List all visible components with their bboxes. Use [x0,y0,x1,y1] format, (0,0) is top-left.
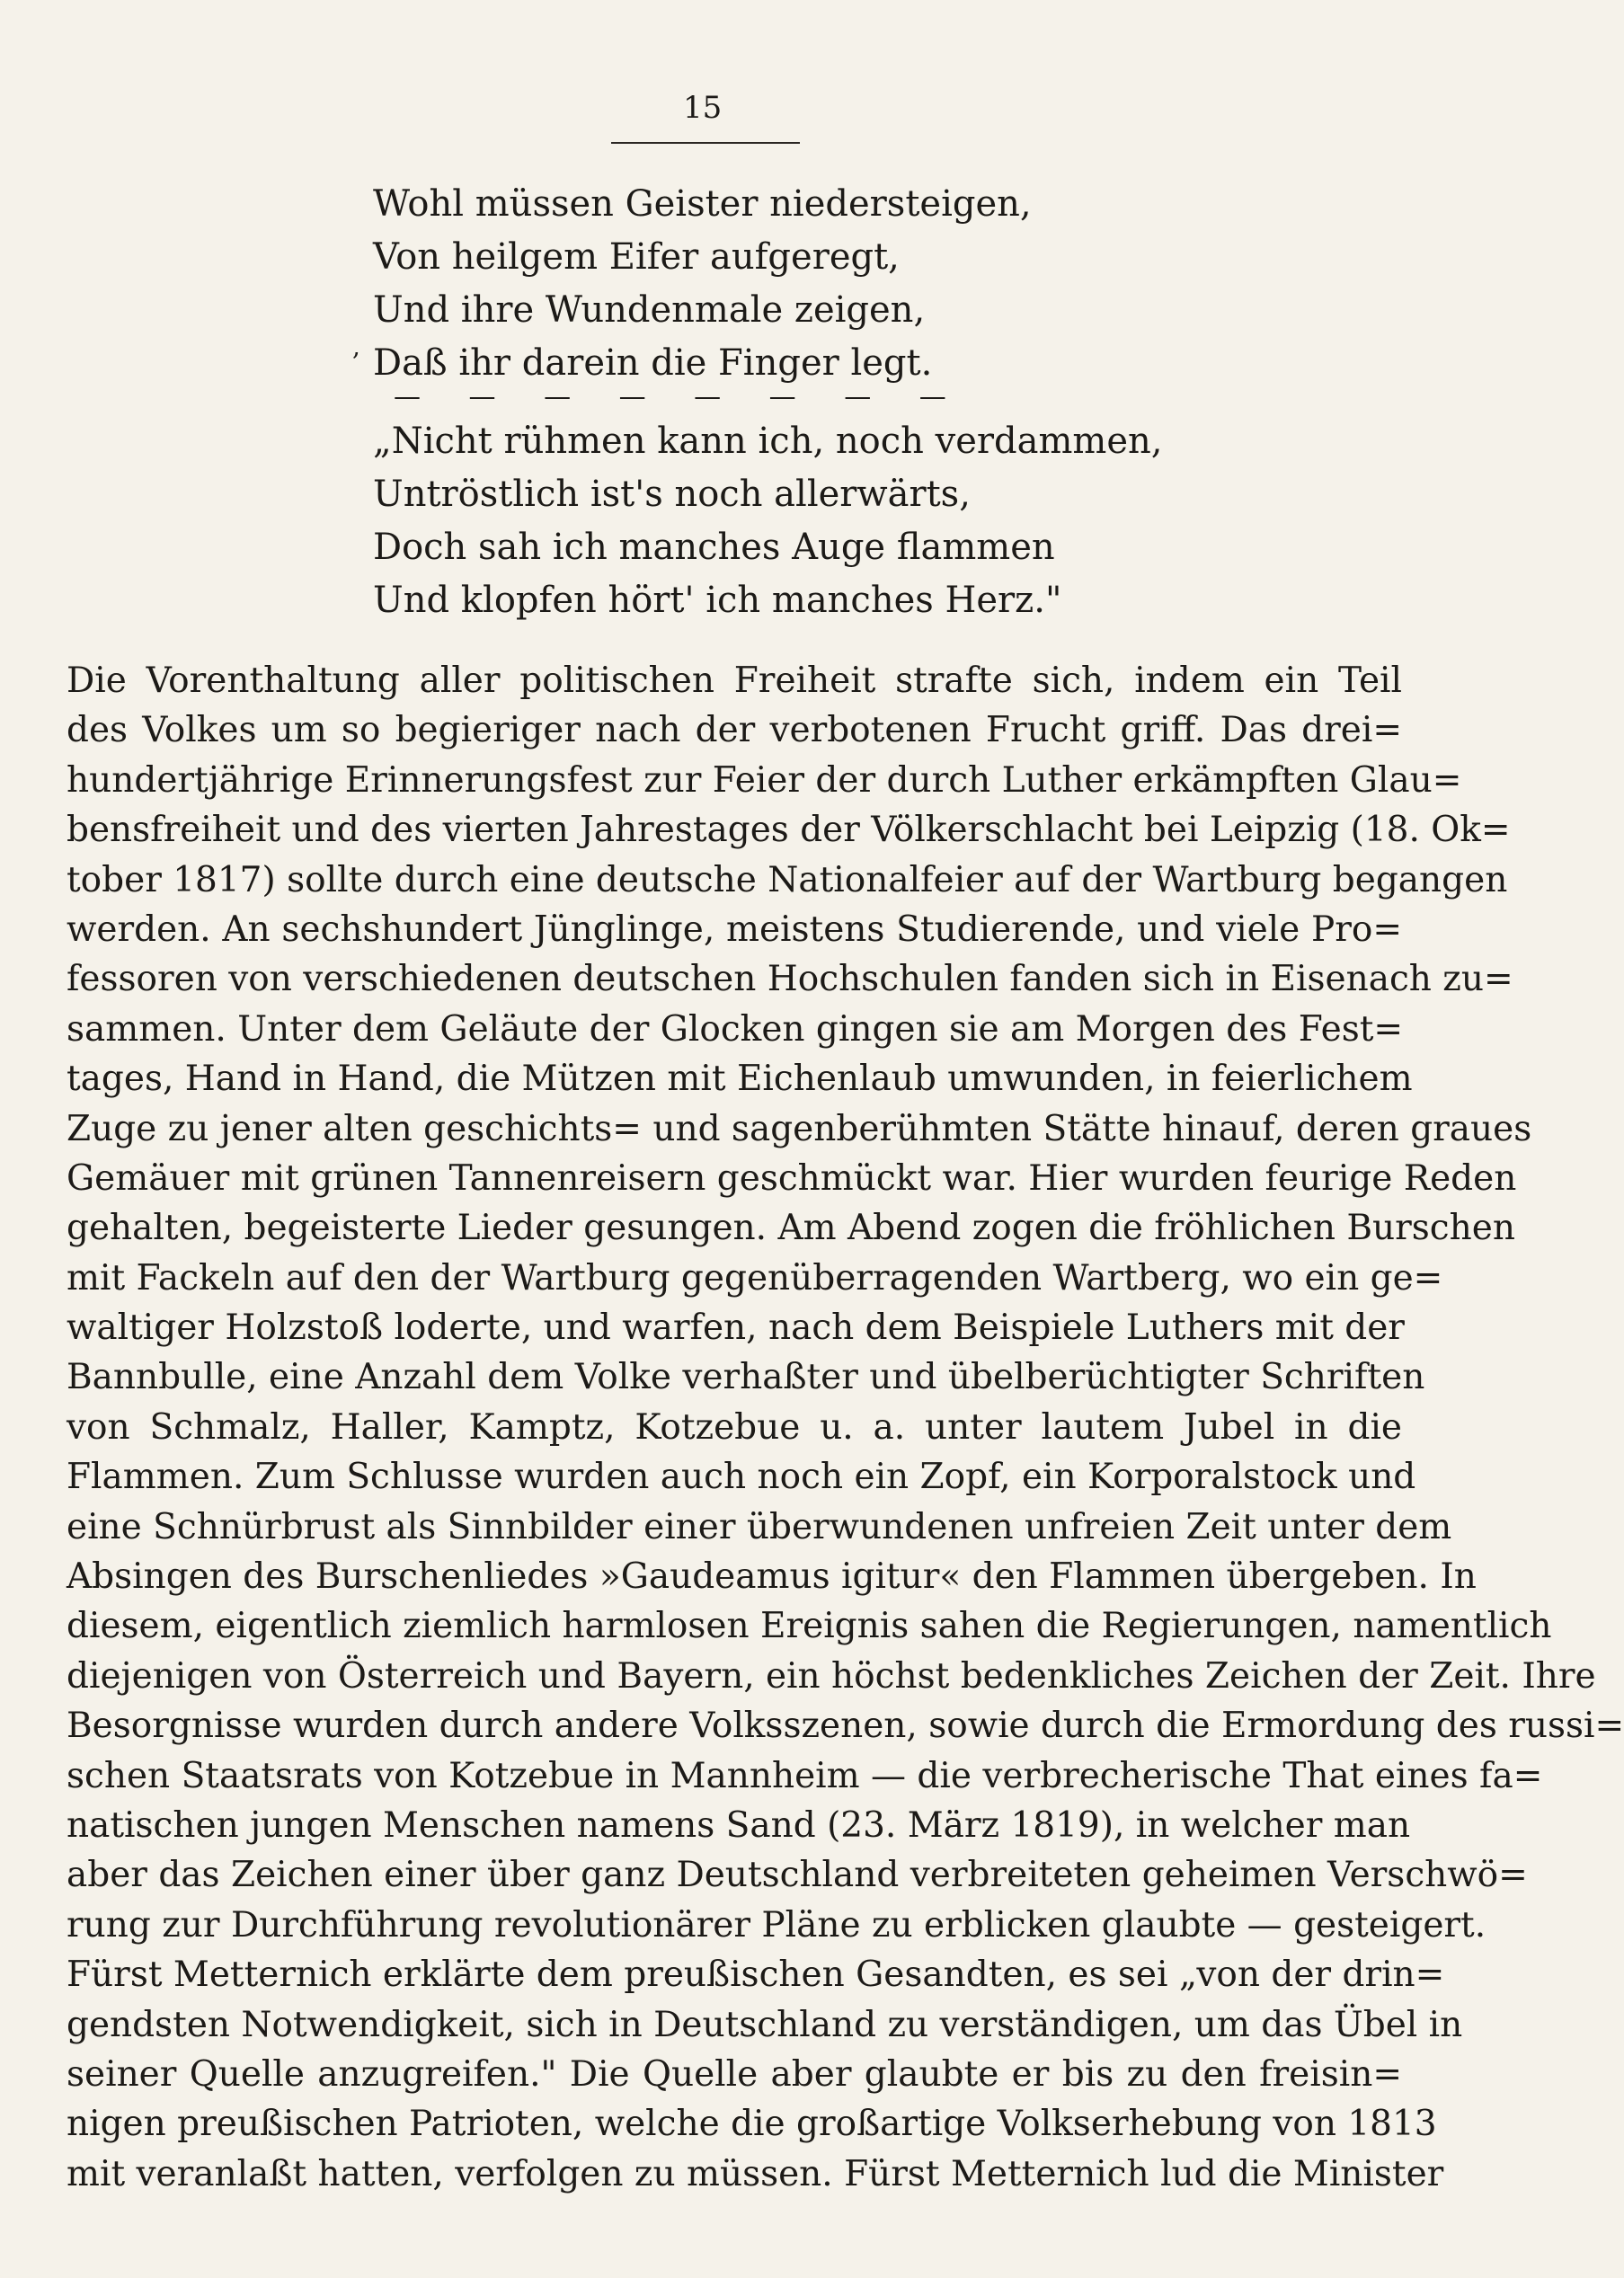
prose-line: Absingen des Burschenliedes »Gaudeamus igitur« den Flammen übergeben. In [67,1556,1477,1598]
prose-line: sammen. Unter dem Geläute der Glocken gingen sie am Morgen des Fest= [67,1008,1404,1050]
prose-line: Fürst Metternich erklärte dem preußischen Gesandten, es sei „von der drin= [67,1954,1445,1996]
prose-line: Flammen. Zum Schlusse wurden auch noch ein Zopf, ein Korporalstock und [67,1457,1416,1498]
prose-line: mit veranlaßt hatten, verfolgen zu müssen. Fürst Metternich lud die Minister [67,2153,1444,2194]
poem-line: Untröstlich ist's noch allerwärts, [373,474,971,515]
prose-line: diejenigen von Österreich und Bayern, ein höchst bedenkliches Zeichen der Zeit. Ihre [67,1655,1596,1697]
poem-stanza-2 [373,415,1272,627]
prose-line: Bannbulle, eine Anzahl dem Volke verhaßter und übelberüchtigter Schriften [67,1357,1425,1398]
prose-line: eine Schnürbrust als Sinnbilder einer überwundenen unfreien Zeit unter dem [67,1506,1452,1547]
prose-line: rung zur Durchführung revolutionärer Pläne zu erblicken glaubte — gesteigert. [67,1904,1486,1946]
prose-line: tages, Hand in Hand, die Mützen mit Eichenlaub umwunden, in feierlichem [67,1059,1413,1100]
poem-line: Und klopfen hört' ich manches Herz." [373,580,1062,621]
poem-line: Wohl müssen Geister niedersteigen, [373,183,1032,225]
prose-line: schen Staatsrats von Kotzebue in Mannheim — die verbrecherische That eines fa= [67,1755,1543,1796]
prose-line: werden. An sechshundert Jünglinge, meistens Studierende, und viele Pro= [67,909,1402,950]
prose-line: gendsten Notwendigkeit, sich in Deutschland zu verständigen, um das Übel in [67,2004,1463,2045]
prose-line: des Volkes um so begieriger nach der verbotenen Frucht griff. Das drei= [67,710,1402,751]
poem-line: Von heilgem Eifer aufgeregt, [373,236,900,278]
prose-line: Die Vorenthaltung aller politischen Freiheit strafte sich, indem ein Teil [67,660,1402,701]
prose-line: Besorgnisse wurden durch andere Volksszenen, sowie durch die Ermordung des russi= [67,1706,1624,1747]
poem-line: Daß ihr darein die Finger legt. [373,342,933,384]
prose-line: Zuge zu jener alten geschichts= und sagenberühmten Stätte hinauf, deren graues [67,1108,1532,1149]
prose-line: von Schmalz, Haller, Kamptz, Kotzebue u. a. unter lautem Jubel in die [67,1406,1402,1448]
prose-line: hundertjährige Erinnerungsfest zur Feier der durch Luther erkämpften Glau= [67,759,1462,801]
prose-line: fessoren von verschiedenen deutschen Hochschulen fanden sich in Eisenach zu= [67,959,1513,1000]
prose-line: seiner Quelle anzugreifen." Die Quelle aber glaubte er bis zu den freisin= [67,2053,1402,2095]
prose-line: gehalten, begeisterte Lieder gesungen. Am Abend zogen die fröhlichen Burschen [67,1208,1515,1249]
prose-line: tober 1817) sollte durch eine deutsche Nationalfeier auf der Wartburg begangen [67,859,1508,900]
prose-line: natischen jungen Menschen namens Sand (23. März 1819), in welcher man [67,1804,1411,1846]
prose-line: waltiger Holzstoß loderte, und warfen, nach dem Beispiele Luthers mit der [67,1307,1405,1349]
prose-line: bensfreiheit und des vierten Jahrestages der Völkerschlacht bei Leipzig (18. Ok= [67,810,1511,851]
poem-line: Und ihre Wundenmale zeigen, [373,289,926,331]
prose-line: diesem, eigentlich ziemlich harmlosen Ereignis sahen die Regierungen, namentlich [67,1606,1552,1647]
header-rule [611,142,800,144]
prose-line: Gemäuer mit grünen Tannenreisern geschmückt war. Hier wurden feurige Reden [67,1157,1517,1199]
prose-line: aber das Zeichen einer über ganz Deutschland verbreiteten geheimen Verschwö= [67,1855,1528,1896]
poem-stanza-1 [373,178,1272,390]
stray-mark: , [352,332,360,361]
prose-line: mit Fackeln auf den der Wartburg gegenüberragenden Wartberg, wo ein ge= [67,1257,1443,1299]
poem-line: Doch sah ich manches Auge flammen [373,527,1055,568]
prose-line: nigen preußischen Patrioten, welche die großartige Volkserhebung von 1813 [67,2104,1437,2145]
prose-paragraph [67,656,1624,2199]
poem-line: „Nicht rühmen kann ich, noch verdammen, [373,421,1163,462]
stanza-separator: — — — — — — — — [394,381,966,412]
page-number: 15 [683,90,723,126]
